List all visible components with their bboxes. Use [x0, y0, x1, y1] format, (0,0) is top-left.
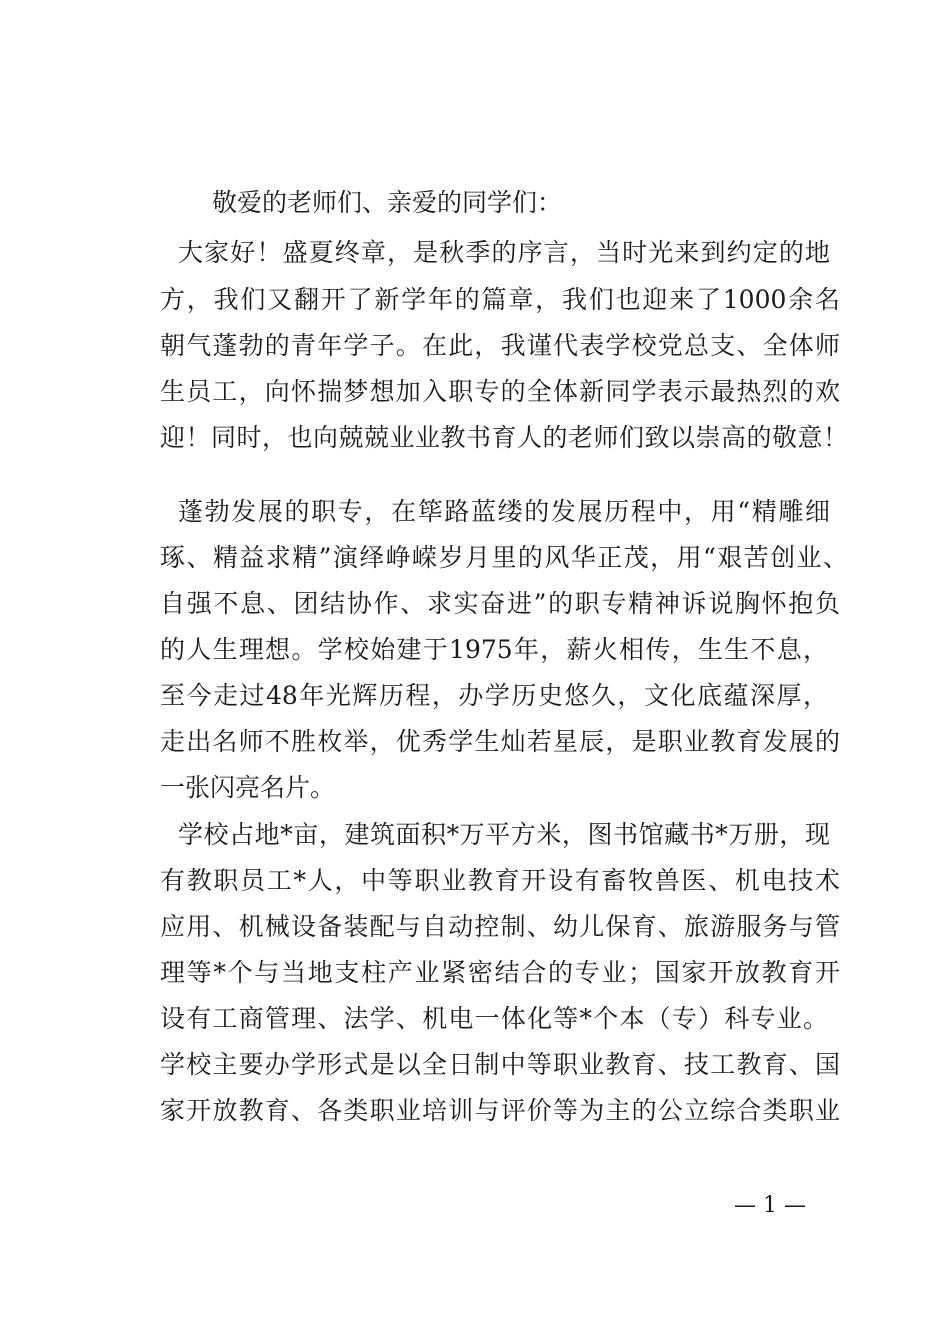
paragraph-2-line-6: 走出名师不胜枚举，优秀学生灿若星辰，是职业教育发展的: [160, 727, 840, 756]
salutation-line: 敬爱的老师们、亲爱的同学们：: [212, 188, 563, 217]
paragraph-2-line-1: 蓬勃发展的职专，在筚路蓝缕的发展历程中，用“精雕细: [178, 497, 830, 526]
paragraph-2-line-4: 的人生理想。学校始建于1975年，薪火相传，生生不息，: [160, 635, 828, 664]
paragraph-1-line-5: 迎！同时，也向兢兢业业教书育人的老师们致以崇高的敬意！: [160, 423, 848, 452]
paragraph-3-line-1: 学校占地*亩，建筑面积*万平方米，图书馆藏书*万册，现: [178, 820, 830, 849]
paragraph-3-line-7: 家开放教育、各类职业培训与评价等为主的公立综合类职业: [160, 1096, 840, 1125]
paragraph-1-line-1: 大家好！盛夏终章，是秋季的序言，当时光来到约定的地: [178, 238, 830, 267]
paragraph-1-line-3: 朝气蓬勃的青年学子。在此，我谨代表学校党总支、全体师: [160, 331, 840, 360]
paragraph-2-line-2: 琢、精益求精”演绎峥嵘岁月里的风华正茂，用“艰苦创业、: [160, 543, 848, 572]
paragraph-3-line-2: 有教职员工*人，中等职业教育开设有畜牧兽医、机电技术: [160, 866, 840, 895]
paragraph-3-line-6: 学校主要办学形式是以全日制中等职业教育、技工教育、国: [160, 1050, 840, 1079]
paragraph-2-line-5: 至今走过48年光辉历程，办学历史悠久，文化底蕴深厚，: [160, 681, 828, 710]
paragraph-1-line-2: 方，我们又翻开了新学年的篇章，我们也迎来了1000余名: [160, 285, 840, 314]
paragraph-3-line-3: 应用、机械设备装配与自动控制、幼儿保育、旅游服务与管: [160, 912, 840, 941]
paragraph-3-line-5: 设有工商管理、法学、机电一体化等*个本（专）科专业。: [160, 1004, 828, 1033]
page-number: — 1 —: [734, 1193, 806, 1218]
paragraph-1-line-4: 生员工，向怀揣梦想加入职专的全体新同学表示最热烈的欢: [160, 377, 840, 406]
paragraph-2-line-3: 自强不息、团结协作、求实奋进”的职专精神诉说胸怀抱负: [160, 589, 840, 618]
paragraph-3-line-4: 理等*个与当地支柱产业紧密结合的专业；国家开放教育开: [160, 958, 840, 987]
paragraph-2-line-7: 一张闪亮名片。: [160, 773, 336, 802]
